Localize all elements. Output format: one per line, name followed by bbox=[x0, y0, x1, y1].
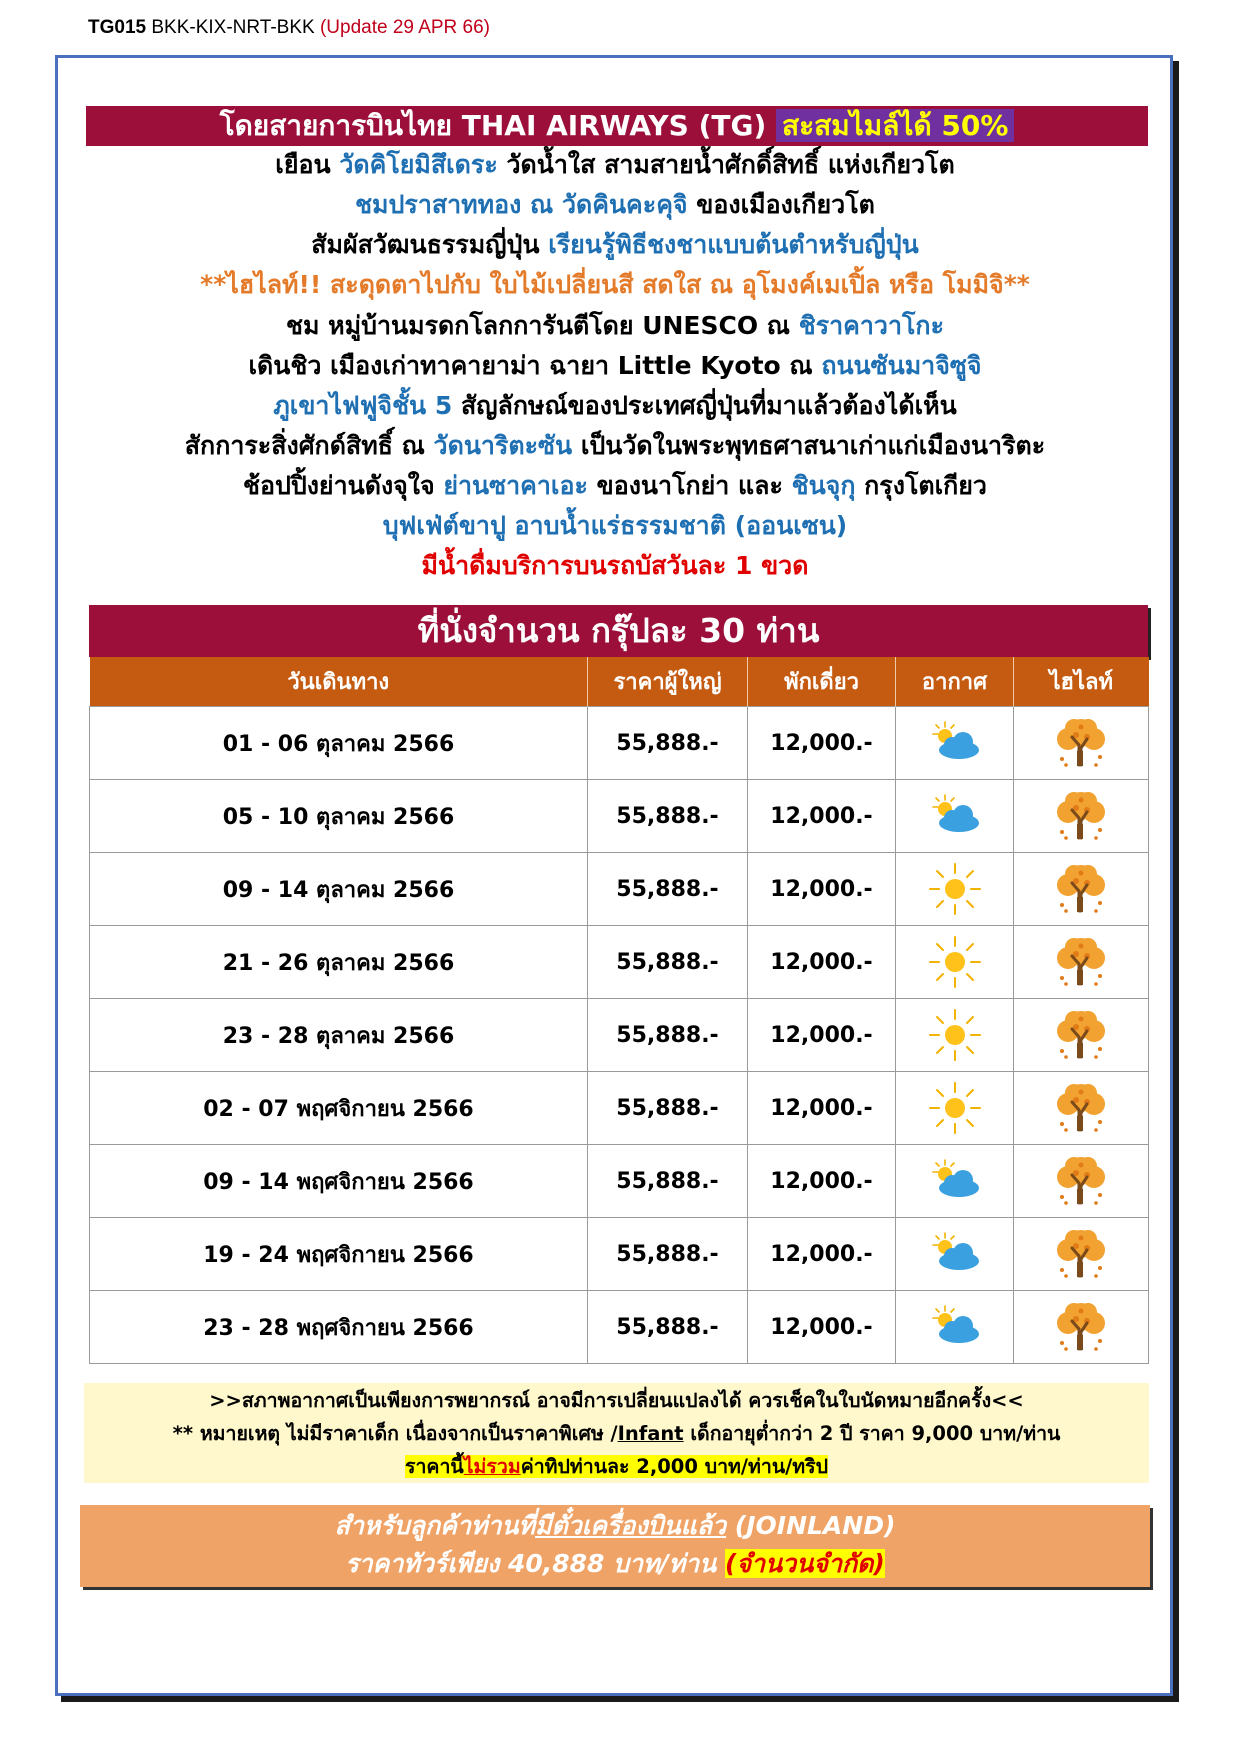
highlight-cell bbox=[1014, 1218, 1149, 1291]
adult-price: 55,888.- bbox=[588, 1291, 748, 1364]
autumn-tree-icon bbox=[1014, 1299, 1148, 1355]
limited-badge: (จำนวนจำกัด) bbox=[724, 1549, 885, 1578]
airline-name: โดยสายการบินไทย THAI AIRWAYS (TG) bbox=[219, 109, 767, 142]
highlight-line-9: ช้อปปิ้งย่านดังจุใจ ย่านซาคาเอะ ของนาโกย่า และ ชินจุกุ กรุงโตเกียว bbox=[243, 471, 987, 500]
weather-cell bbox=[896, 1218, 1014, 1291]
sun-icon bbox=[896, 1007, 1013, 1063]
highlight-line-6: เดินชิว เมืองเก่าทาคายาม่า ฉายา Little Kyoto ณ ถนนซันมาจิซูจิ bbox=[248, 351, 982, 380]
miles-badge: สะสมไมล์ได้ 50% bbox=[776, 109, 1014, 142]
partly-cloudy-icon bbox=[896, 791, 1013, 841]
autumn-tree-icon bbox=[1014, 1007, 1148, 1063]
joinland-line-1: สำหรับลูกค้าท่านที่มีตั๋วเครื่องบินแล้ว (JOINLAND) bbox=[334, 1511, 896, 1540]
partly-cloudy-icon bbox=[896, 1229, 1013, 1279]
header-weather: อากาศ bbox=[896, 657, 1014, 707]
highlight-line-5: ชม หมู่บ้านมรดกโลกการันตีโดย UNESCO ณ ชิราคาวาโกะ bbox=[285, 311, 944, 340]
travel-date: 09 - 14 พฤศจิกายน 2566 bbox=[90, 1145, 588, 1218]
single-supplement: 12,000.- bbox=[748, 1072, 896, 1145]
highlight-cell bbox=[1014, 999, 1149, 1072]
table-row bbox=[90, 1072, 1149, 1145]
partly-cloudy-icon bbox=[896, 1302, 1013, 1352]
weather-cell bbox=[896, 926, 1014, 999]
weather-cell bbox=[896, 1072, 1014, 1145]
weather-cell bbox=[896, 1291, 1014, 1364]
partly-cloudy-icon bbox=[896, 1156, 1013, 1206]
travel-date: 23 - 28 ตุลาคม 2566 bbox=[90, 999, 588, 1072]
highlight-cell bbox=[1014, 926, 1149, 999]
highlight-line-8: สักการะสิ่งศักด์สิทธิ์ ณ วัดนาริตะซัน เป็นวัดในพระพุทธศาสนาเก่าแก่เมืองนาริตะ bbox=[184, 431, 1046, 460]
autumn-tree-icon bbox=[1014, 788, 1148, 844]
highlight-line-10: บุฟเฟ่ต์ขาปู อาบน้ำแร่ธรรมชาติ (ออนเซน) bbox=[382, 511, 848, 540]
tour-route: BKK-KIX-NRT-BKK bbox=[151, 17, 315, 38]
single-supplement: 12,000.- bbox=[748, 1218, 896, 1291]
travel-date: 01 - 06 ตุลาคม 2566 bbox=[90, 707, 588, 780]
weather-cell bbox=[896, 1145, 1014, 1218]
highlight-line-7: ภูเขาไฟฟูจิชั้น 5 สัญลักษณ์ของประเทศญี่ปุ่นที่มาแล้วต้องได้เห็น bbox=[273, 391, 957, 420]
tip-note: ราคานี้ไม่รวมค่าทิปท่านละ 2,000 บาท/ท่าน/ทริป bbox=[404, 1455, 828, 1478]
weather-cell bbox=[896, 707, 1014, 780]
travel-date: 05 - 10 ตุลาคม 2566 bbox=[90, 780, 588, 853]
adult-price: 55,888.- bbox=[588, 1218, 748, 1291]
travel-date: 23 - 28 พฤศจิกายน 2566 bbox=[90, 1291, 588, 1364]
joinland-box bbox=[80, 1505, 1150, 1587]
header-adult-price: ราคาผู้ใหญ่ bbox=[588, 657, 748, 707]
adult-price: 55,888.- bbox=[588, 999, 748, 1072]
table-row bbox=[90, 853, 1149, 926]
autumn-tree-icon bbox=[1014, 934, 1148, 990]
autumn-tree-icon bbox=[1014, 1153, 1148, 1209]
adult-price: 55,888.- bbox=[588, 1145, 748, 1218]
table-row bbox=[90, 707, 1149, 780]
adult-price: 55,888.- bbox=[588, 1072, 748, 1145]
partly-cloudy-icon bbox=[896, 718, 1013, 768]
table-row bbox=[90, 1145, 1149, 1218]
highlight-line-1: เยือน วัดคิโยมิสึเดระ วัดน้ำใส สามสายน้ำศักดิ์สิทธิ์ แห่งเกียวโต bbox=[275, 150, 955, 179]
header-highlight: ไฮไลท์ bbox=[1014, 657, 1149, 707]
header-date: วันเดินทาง bbox=[90, 657, 588, 707]
single-supplement: 12,000.- bbox=[748, 780, 896, 853]
single-supplement: 12,000.- bbox=[748, 707, 896, 780]
highlight-cell bbox=[1014, 707, 1149, 780]
weather-cell bbox=[896, 853, 1014, 926]
sun-icon bbox=[896, 861, 1013, 917]
highlight-line-4: **ไฮไลท์!! สะดุดตาไปกับ ใบไม้เปลี่ยนสี สดใส ณ อุโมงค์เมเปิ้ล หรือ โมมิจิ** bbox=[200, 270, 1030, 299]
highlight-cell bbox=[1014, 1291, 1149, 1364]
highlight-cell bbox=[1014, 1072, 1149, 1145]
table-row bbox=[90, 780, 1149, 853]
travel-date: 02 - 07 พฤศจิกายน 2566 bbox=[90, 1072, 588, 1145]
sun-icon bbox=[896, 1080, 1013, 1136]
adult-price: 55,888.- bbox=[588, 926, 748, 999]
document-code bbox=[88, 16, 490, 40]
highlight-cell bbox=[1014, 853, 1149, 926]
highlight-line-11: มีน้ำดื่มบริการบนรถบัสวันละ 1 ขวด bbox=[421, 551, 809, 580]
autumn-tree-icon bbox=[1014, 861, 1148, 917]
highlight-cell bbox=[1014, 780, 1149, 853]
highlight-line-3: สัมผัสวัฒนธรรมญี่ปุ่น เรียนรู้พิธีชงชาแบบต้นตำหรับญี่ปุ่น bbox=[311, 230, 919, 259]
table-row bbox=[90, 926, 1149, 999]
autumn-tree-icon bbox=[1014, 1226, 1148, 1282]
single-supplement: 12,000.- bbox=[748, 853, 896, 926]
highlight-line-2: ชมปราสาททอง ณ วัดคินคะคุจิ ของเมืองเกียวโต bbox=[355, 190, 875, 219]
weather-cell bbox=[896, 999, 1014, 1072]
autumn-tree-icon bbox=[1014, 715, 1148, 771]
child-price-note: ** หมายเหตุ ไม่มีราคาเด็ก เนื่องจากเป็นราคาพิเศษ /Infant เด็กอายุต่ำกว่า 2 ปี ราคา 9,000 บาท/ท่าน bbox=[172, 1422, 1061, 1445]
single-supplement: 12,000.- bbox=[748, 999, 896, 1072]
single-supplement: 12,000.- bbox=[748, 1291, 896, 1364]
weather-cell bbox=[896, 780, 1014, 853]
adult-price: 55,888.- bbox=[588, 780, 748, 853]
table-row bbox=[90, 1218, 1149, 1291]
seats-banner: ที่นั่งจำนวน กรุ๊ปละ 30 ท่าน bbox=[89, 605, 1148, 657]
weather-disclaimer: >>สภาพอากาศเป็นเพียงการพยากรณ์ อาจมีการเปลี่ยนแปลงได้ ควรเช็คในใบนัดหมายอีกครั้ง<< bbox=[209, 1389, 1024, 1412]
header-single-supplement: พักเดี่ยว bbox=[748, 657, 896, 707]
update-note: (Update 29 APR 66) bbox=[319, 17, 491, 38]
single-supplement: 12,000.- bbox=[748, 1145, 896, 1218]
single-supplement: 12,000.- bbox=[748, 926, 896, 999]
price-table bbox=[89, 657, 1149, 1364]
table-header bbox=[90, 657, 1149, 707]
airline-title bbox=[86, 106, 1148, 146]
sun-icon bbox=[896, 934, 1013, 990]
highlight-cell bbox=[1014, 1145, 1149, 1218]
travel-date: 09 - 14 ตุลาคม 2566 bbox=[90, 853, 588, 926]
adult-price: 55,888.- bbox=[588, 707, 748, 780]
table-row bbox=[90, 999, 1149, 1072]
autumn-tree-icon bbox=[1014, 1080, 1148, 1136]
joinland-line-2: ราคาทัวร์เพียง 40,888 บาท/ท่าน (จำนวนจำกัด) bbox=[345, 1549, 885, 1578]
tour-code: TG015 bbox=[88, 17, 147, 38]
remarks-box bbox=[84, 1383, 1149, 1483]
travel-date: 21 - 26 ตุลาคม 2566 bbox=[90, 926, 588, 999]
adult-price: 55,888.- bbox=[588, 853, 748, 926]
travel-date: 19 - 24 พฤศจิกายน 2566 bbox=[90, 1218, 588, 1291]
table-row bbox=[90, 1291, 1149, 1364]
